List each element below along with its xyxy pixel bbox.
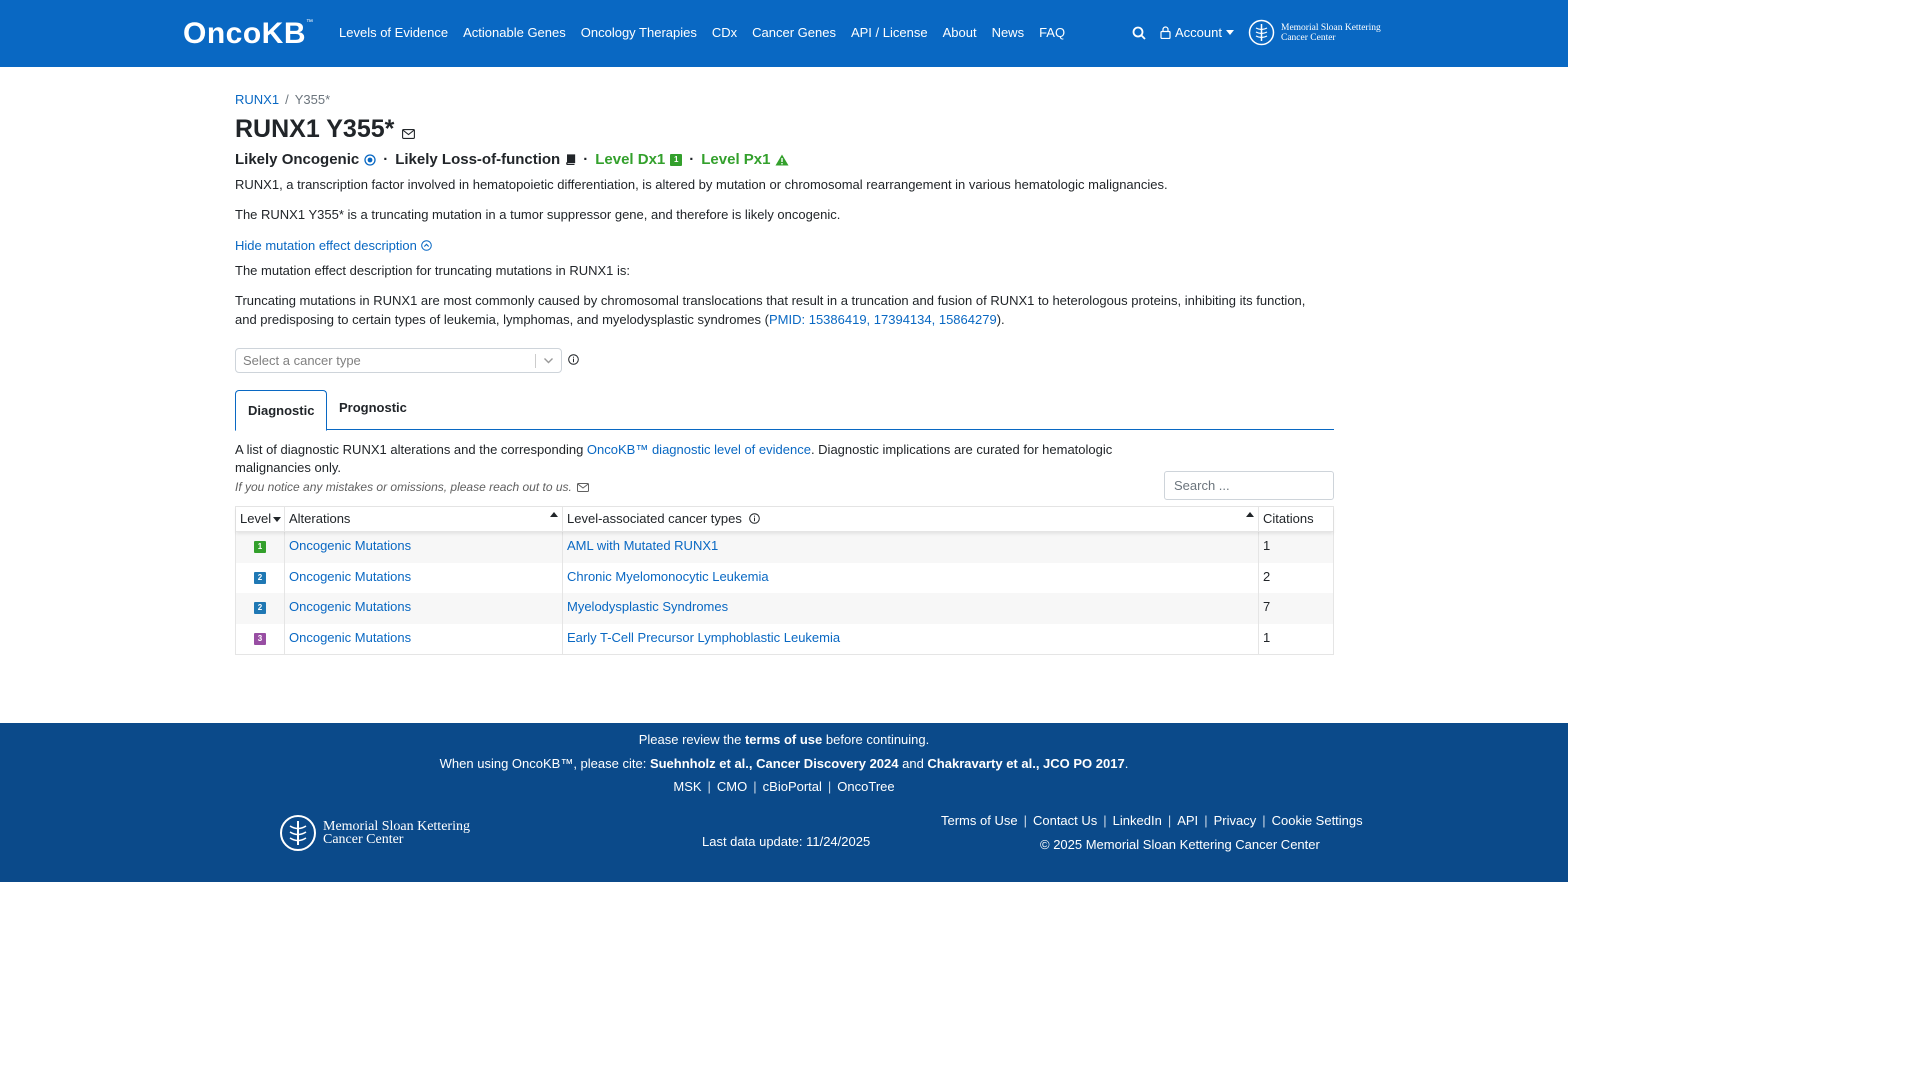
prognostic-level-label: Level Px1 bbox=[701, 151, 771, 168]
citations-count[interactable]: 1 bbox=[1263, 538, 1271, 553]
nav-oncology-therapies[interactable]: Oncology Therapies bbox=[580, 25, 697, 40]
footer-linkedin-link[interactable]: LinkedIn bbox=[1112, 813, 1162, 828]
gene-summary: RUNX1, a transcription factor involved in hematopoietic differentiation, is altered by mutation or chromosomal rearrangement in various hematologic malignancies. bbox=[235, 177, 1168, 192]
oncogenic-target-icon bbox=[364, 154, 376, 166]
feedback-note: If you notice any mistakes or omissions, please reach out to us. bbox=[235, 480, 589, 494]
tab-prognostic[interactable]: Prognostic bbox=[339, 400, 407, 415]
footer-terms-link[interactable]: Terms of Use bbox=[941, 813, 1018, 828]
top-navbar bbox=[0, 0, 1568, 67]
info-icon[interactable] bbox=[568, 354, 579, 365]
copyright: © 2025 Memorial Sloan Kettering Cancer Center bbox=[1040, 837, 1320, 852]
cancer-type-link[interactable]: Myelodysplastic Syndromes bbox=[567, 599, 729, 614]
last-data-update: Last data update: 11/24/2025 bbox=[702, 834, 871, 849]
mail-icon[interactable] bbox=[402, 129, 415, 139]
nav-api-license[interactable]: API / License bbox=[850, 25, 928, 40]
table-row bbox=[236, 563, 1333, 594]
search-icon[interactable] bbox=[1132, 26, 1146, 40]
pmid-link[interactable]: PMID: 15386419, 17394134, 15864279 bbox=[768, 312, 997, 327]
column-header-citations[interactable]: Citations bbox=[1263, 511, 1314, 526]
chevron-down-icon bbox=[543, 355, 554, 366]
variant-summary: The RUNX1 Y355* is a truncating mutation in a tumor suppressor gene, and therefore is likely oncogenic. bbox=[235, 207, 841, 222]
cancer-type-link[interactable]: Chronic Myelomonocytic Leukemia bbox=[567, 568, 769, 584]
mail-icon[interactable] bbox=[577, 483, 589, 492]
level-1-icon: 1 bbox=[254, 541, 266, 553]
oncokb-logo[interactable]: OncoKB™ bbox=[183, 17, 314, 50]
lock-icon bbox=[1160, 26, 1171, 39]
alteration-link[interactable]: Oncogenic Mutations bbox=[289, 568, 412, 584]
footer-contact-link[interactable]: Contact Us bbox=[1032, 813, 1098, 828]
nav-about[interactable]: About bbox=[942, 25, 977, 40]
alteration-link[interactable]: Oncogenic Mutations bbox=[289, 538, 412, 553]
column-header-cancer-types[interactable]: Level-associated cancer types bbox=[563, 507, 1259, 531]
mskcc-emblem-icon bbox=[1248, 19, 1275, 46]
alteration-link[interactable]: Oncogenic Mutations bbox=[289, 599, 412, 614]
footer-cookie-settings-link[interactable]: Cookie Settings bbox=[1271, 813, 1363, 828]
diagnostic-levels-link[interactable]: OncoKB™ diagnostic level of evidence bbox=[586, 442, 811, 457]
citations-count[interactable]: 1 bbox=[1263, 629, 1271, 645]
hide-mutation-effect-link[interactable]: Hide mutation effect description bbox=[235, 238, 432, 253]
citations-count[interactable]: 7 bbox=[1263, 599, 1271, 614]
footer-mskcc-name: Memorial Sloan Kettering Cancer Center bbox=[323, 819, 470, 847]
column-header-alterations[interactable]: Alterations bbox=[285, 507, 563, 531]
tab-diagnostic[interactable]: Diagnostic bbox=[235, 390, 327, 431]
level-2-icon: 2 bbox=[254, 572, 266, 584]
oncogenicity-label: Likely Oncogenic bbox=[235, 151, 360, 168]
citation-notice: When using OncoKB™, please cite: Suehnholz et al., Cancer Discovery 2024 and Chakravarty et al., JCO PO 2017. bbox=[439, 756, 1129, 771]
citation-link-1[interactable]: Suehnholz et al., Cancer Discovery 2024 bbox=[649, 756, 899, 771]
account-label: Account bbox=[1175, 25, 1222, 40]
table-header bbox=[236, 507, 1333, 532]
nav-news[interactable]: News bbox=[991, 25, 1025, 40]
mutation-effect-description: Truncating mutations in RUNX1 are most commonly caused by chromosomal translocations that result in a truncation and fusion of RUNX1 to heterologous proteins, inhibiting its function, and predisposing to certain types of leukemia, lymphomas, and myelodysplastic syndromes (PMID: 15386419, 17394134, 15864279). bbox=[235, 293, 1306, 327]
nav-levels-of-evidence[interactable]: Levels of Evidence bbox=[339, 25, 449, 40]
implication-tabs bbox=[235, 390, 1334, 430]
mskcc-name: Memorial Sloan Kettering Cancer Center bbox=[1281, 22, 1381, 43]
main-nav bbox=[339, 25, 1080, 40]
column-header-level[interactable]: Level bbox=[236, 507, 285, 531]
info-icon[interactable] bbox=[749, 513, 760, 524]
footer-privacy-link[interactable]: Privacy bbox=[1213, 813, 1257, 828]
partner-links: MSK | CMO | cBioPortal | OncoTree bbox=[673, 779, 895, 794]
breadcrumb: RUNX1 / Y355* bbox=[235, 92, 331, 107]
footer-link-cbioportal[interactable]: cBioPortal bbox=[762, 779, 822, 794]
breadcrumb-current: Y355* bbox=[294, 92, 331, 107]
variant-annotation-summary: Likely Oncogenic · Likely Loss-of-function · Level Dx1 1 · Level Px1 bbox=[235, 151, 789, 168]
sort-asc-icon bbox=[1246, 512, 1254, 517]
warning-triangle-icon bbox=[775, 154, 789, 166]
cancer-type-link[interactable]: Early T-Cell Precursor Lymphoblastic Leukemia bbox=[567, 629, 841, 645]
table-row bbox=[236, 593, 1333, 624]
diagnostic-table bbox=[235, 506, 1334, 655]
level-3-icon: 3 bbox=[254, 633, 266, 645]
table-row bbox=[236, 624, 1333, 655]
level-dx1-icon: 1 bbox=[670, 154, 682, 166]
table-search-input[interactable] bbox=[1164, 471, 1334, 500]
nav-actionable-genes[interactable]: Actionable Genes bbox=[463, 25, 566, 40]
level-2-icon: 2 bbox=[254, 602, 266, 614]
nav-cdx[interactable]: CDx bbox=[711, 25, 738, 40]
table-description: A list of diagnostic RUNX1 alterations and the corresponding OncoKB™ diagnostic level of evidence. Diagnostic implications are curated for hematologic malignancies only. bbox=[235, 442, 1113, 475]
nav-right bbox=[1132, 25, 1234, 40]
citation-link-2[interactable]: Chakravarty et al., JCO PO 2017 bbox=[927, 756, 1125, 771]
mskcc-logo[interactable] bbox=[1248, 19, 1381, 46]
footer-link-oncotree[interactable]: OncoTree bbox=[837, 779, 895, 794]
terms-notice: Please review the terms of use before continuing. bbox=[638, 732, 930, 747]
footer-api-link[interactable]: API bbox=[1177, 813, 1199, 828]
page-title: RUNX1 Y355* bbox=[235, 115, 415, 144]
nav-cancer-genes[interactable]: Cancer Genes bbox=[752, 25, 836, 40]
sort-desc-icon bbox=[273, 517, 281, 522]
terms-of-use-link[interactable]: terms of use bbox=[744, 732, 823, 747]
book-icon bbox=[565, 154, 576, 165]
citations-count[interactable]: 2 bbox=[1263, 568, 1271, 584]
caret-down-icon bbox=[1226, 30, 1234, 35]
footer-right-links: Terms of Use | Contact Us | LinkedIn | API | Privacy | Cookie Settings bbox=[941, 813, 1363, 828]
footer-link-cmo[interactable]: CMO bbox=[716, 779, 748, 794]
chevron-up-circle-icon bbox=[421, 240, 432, 251]
footer bbox=[0, 723, 1568, 882]
table-row bbox=[236, 532, 1333, 563]
footer-mskcc-logo[interactable] bbox=[279, 812, 470, 854]
breadcrumb-gene[interactable]: RUNX1 bbox=[235, 92, 280, 107]
cancer-type-placeholder: Select a cancer type bbox=[243, 353, 361, 368]
mskcc-emblem-icon bbox=[279, 812, 317, 854]
cancer-type-link[interactable]: AML with Mutated RUNX1 bbox=[567, 538, 719, 553]
account-menu[interactable] bbox=[1160, 25, 1234, 40]
diagnostic-level-label: Level Dx1 bbox=[595, 151, 666, 168]
sort-asc-icon bbox=[550, 512, 558, 517]
alteration-link[interactable]: Oncogenic Mutations bbox=[289, 629, 412, 645]
footer-link-msk[interactable]: MSK bbox=[673, 779, 702, 794]
nav-faq[interactable]: FAQ bbox=[1039, 25, 1066, 40]
mutation-effect-intro: The mutation effect description for truncating mutations in RUNX1 is: bbox=[235, 263, 631, 278]
cancer-type-select[interactable] bbox=[235, 348, 562, 373]
mutation-effect-label: Likely Loss-of-function bbox=[395, 151, 561, 168]
